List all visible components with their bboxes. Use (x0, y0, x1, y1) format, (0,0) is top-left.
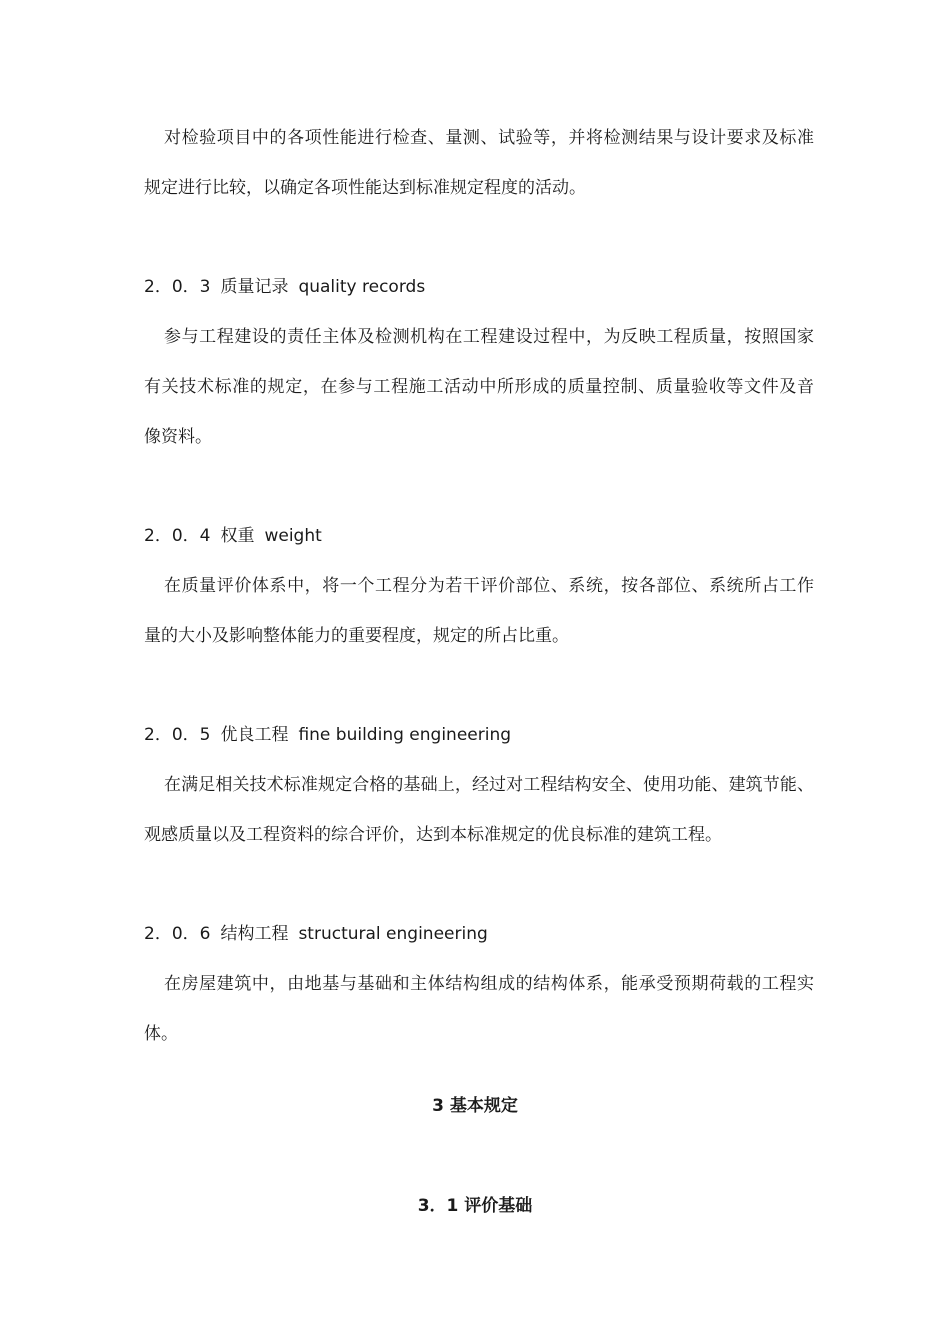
term-2-0-4-line-1: 在质量评价体系中，将一个工程分为若干评价部位、系统，按各部位、系统所占工作 (164, 576, 814, 596)
term-heading-2-0-4 (144, 524, 814, 548)
term-2-0-4-line-2: 量的大小及影响整体能力的重要程度，规定的所占比重。 (144, 626, 569, 646)
term-number: 2．0．6 (144, 924, 211, 944)
term-heading-2-0-6 (144, 922, 814, 946)
term-2-0-3-line-3: 像资料。 (144, 427, 212, 447)
term-english: quality records (298, 277, 426, 297)
term-heading-2-0-3 (144, 275, 814, 299)
section-heading: 3．1 评价基础 (417, 1196, 533, 1216)
term-english: fine building engineering (298, 725, 512, 745)
term-2-0-5-line-2: 观感质量以及工程资料的综合评价，达到本标准规定的优良标准的建筑工程。 (144, 825, 722, 845)
intro-line-2: 规定进行比较，以确定各项性能达到标准规定程度的活动。 (144, 178, 586, 198)
term-2-0-3-line-2: 有关技术标准的规定，在参与工程施工活动中所形成的质量控制、质量验收等文件及音 (144, 377, 814, 397)
term-2-0-6-line-1: 在房屋建筑中，由地基与基础和主体结构组成的结构体系，能承受预期荷载的工程实 (164, 974, 814, 994)
term-english: weight (264, 526, 322, 546)
intro-line-1: 对检验项目中的各项性能进行检查、量测、试验等，并将检测结果与设计要求及标准 (164, 128, 814, 148)
term-title: 优良工程 (220, 725, 289, 745)
term-title: 权重 (220, 526, 255, 546)
term-title: 质量记录 (220, 277, 289, 297)
term-2-0-5-line-1: 在满足相关技术标准规定合格的基础上，经过对工程结构安全、使用功能、建筑节能、 (164, 775, 814, 795)
term-2-0-3-line-1: 参与工程建设的责任主体及检测机构在工程建设过程中，为反映工程质量，按照国家 (164, 327, 814, 347)
term-number: 2．0．4 (144, 526, 211, 546)
term-number: 2．0．5 (144, 725, 211, 745)
term-english: structural engineering (298, 924, 488, 944)
term-heading-2-0-5 (144, 723, 814, 747)
term-number: 2．0．3 (144, 277, 211, 297)
term-2-0-6-line-2: 体。 (144, 1024, 178, 1044)
chapter-heading: 3 基本规定 (432, 1096, 518, 1116)
term-title: 结构工程 (220, 924, 289, 944)
